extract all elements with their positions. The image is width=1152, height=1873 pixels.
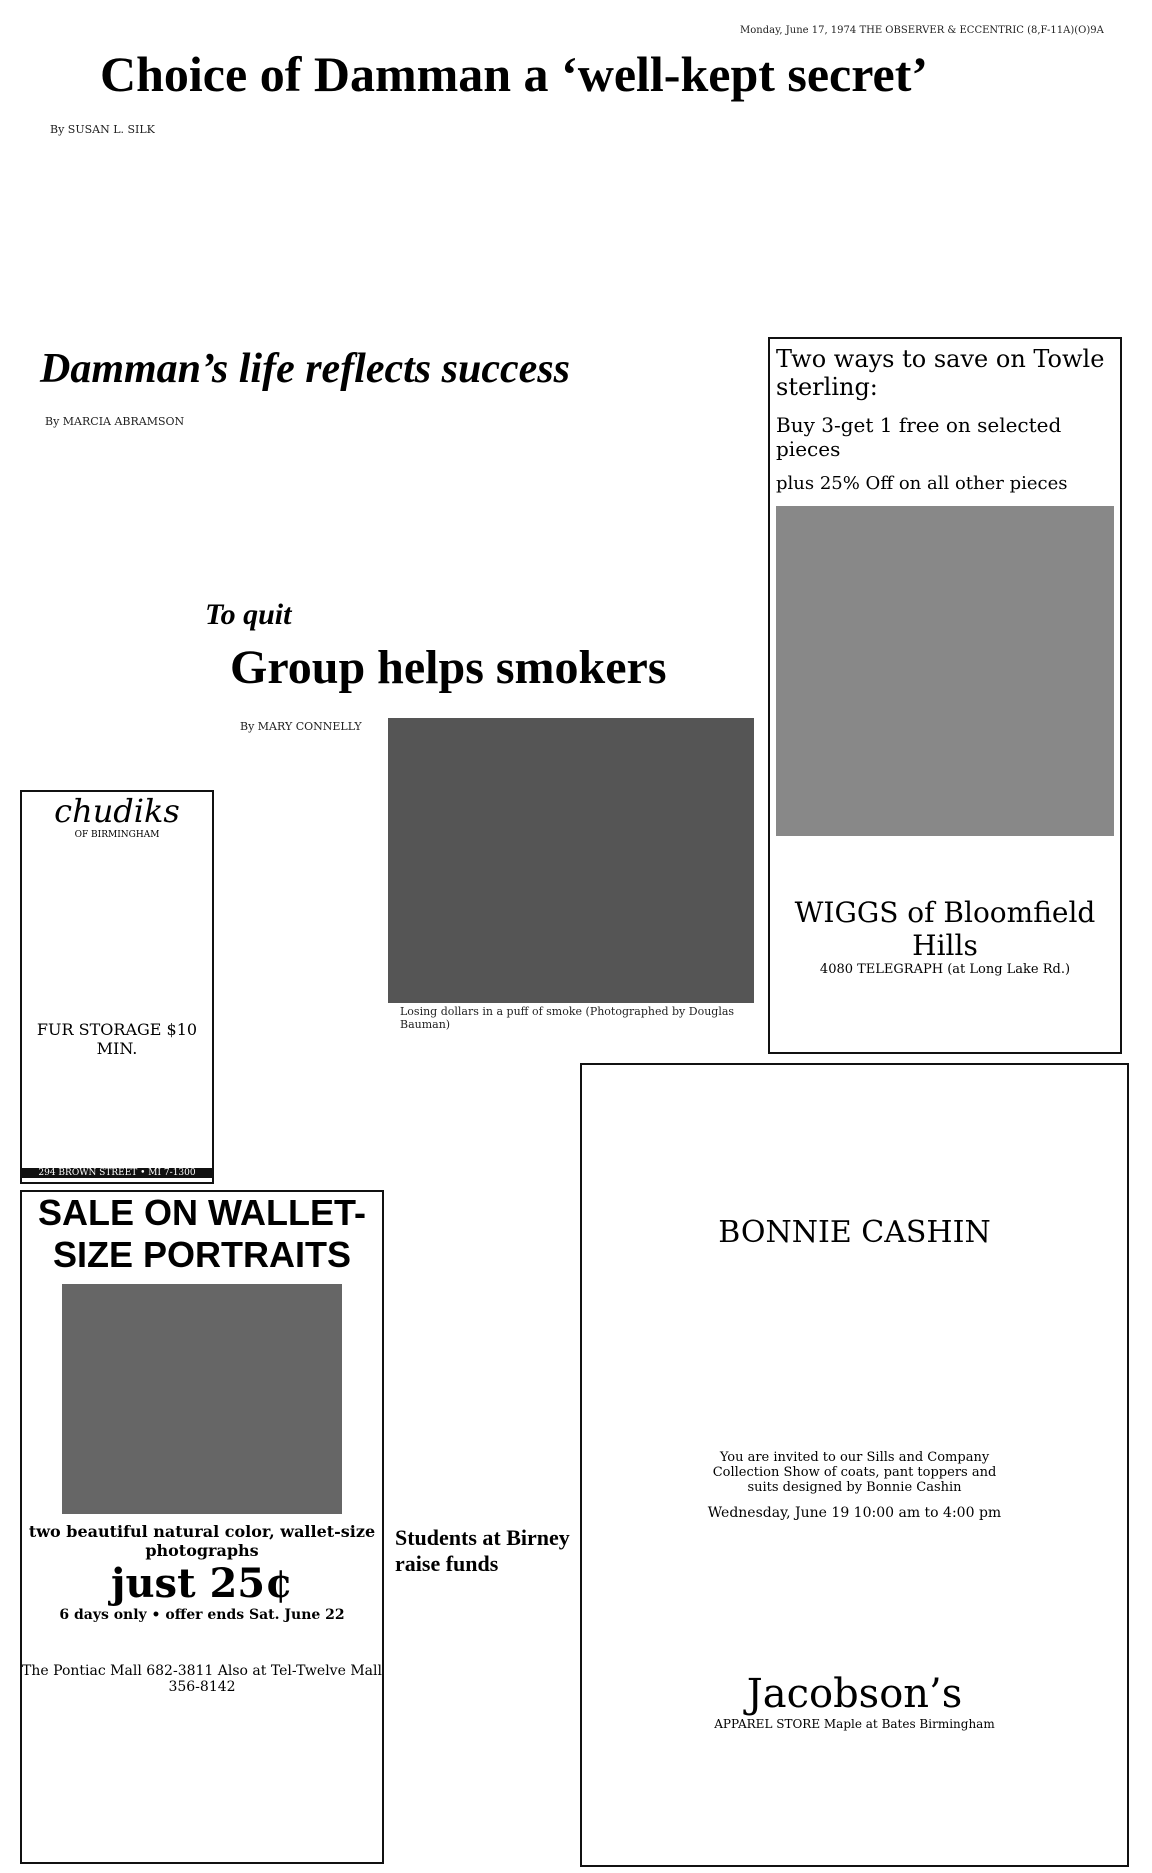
chudiks-ad bbox=[20, 790, 214, 1184]
designer: BONNIE CASHIN bbox=[718, 1215, 991, 1250]
ad-heading: SALE ON WALLET-SIZE PORTRAITS bbox=[38, 1192, 366, 1275]
headline-students: Students at Birney raise funds bbox=[395, 1525, 570, 1576]
byline: By MARCIA ABRAMSON bbox=[45, 415, 185, 428]
fur-storage: FUR STORAGE $10 MIN. bbox=[36, 1020, 198, 1058]
smoker-photo bbox=[388, 718, 754, 1003]
price: just 25¢ bbox=[111, 1560, 293, 1607]
invitation: You are invited to our Sills and Company Collection Show of coats, pant toppers and suits designed by Bonnie Cashin bbox=[712, 1450, 997, 1495]
store-address: 4080 TELEGRAPH (at Long Lake Rd.) bbox=[819, 962, 1071, 977]
portrait-photos bbox=[62, 1284, 342, 1514]
masthead: Monday, June 17, 1974 THE OBSERVER & ECCENTRIC (8,F-11A)(O)9A bbox=[740, 25, 1104, 36]
ad-heading: Two ways to save on Towle sterling: bbox=[776, 345, 1105, 401]
offer-dates: 6 days only • offer ends Sat. June 22 bbox=[59, 1607, 345, 1623]
locations: The Pontiac Mall 682-3811 Also at Tel-Twelve Mall 356-8142 bbox=[22, 1663, 382, 1695]
ad-copy: two beautiful natural color, wallet-size photographs bbox=[28, 1522, 376, 1560]
byline: By SUSAN L. SILK bbox=[50, 123, 155, 136]
brand-sub: OF BIRMINGHAM bbox=[74, 830, 160, 840]
headline-to-quit: To quit bbox=[205, 598, 292, 631]
jacobsons-ad bbox=[580, 1063, 1129, 1867]
store-name: Jacobson’s bbox=[746, 1671, 963, 1717]
ad-offer: Buy 3-get 1 free on selected pieces bbox=[776, 413, 1062, 461]
flatware-image bbox=[776, 506, 1114, 836]
event-date: Wednesday, June 19 10:00 am to 4:00 pm bbox=[707, 1505, 1002, 1521]
byline: By MARY CONNELLY bbox=[240, 720, 362, 733]
photo-caption: Losing dollars in a puff of smoke (Photographed by Douglas Bauman) bbox=[400, 1005, 735, 1031]
headline-damman: Choice of Damman a ‘well-kept secret’ bbox=[100, 46, 929, 102]
store-name: WIGGS of Bloomfield Hills bbox=[794, 896, 1096, 962]
towle-ad bbox=[768, 337, 1122, 1054]
portrait-ad bbox=[20, 1190, 384, 1864]
store-address: APPAREL STORE Maple at Bates Birmingham bbox=[714, 1717, 995, 1731]
headline-life: Damman’s life reflects success bbox=[40, 346, 570, 392]
brand: chudiks bbox=[54, 792, 180, 830]
ad-discount: plus 25% Off on all other pieces bbox=[776, 473, 1068, 494]
address: 294 BROWN STREET • MI 7-1300 bbox=[22, 1168, 212, 1178]
headline-smokers: Group helps smokers bbox=[230, 641, 667, 694]
